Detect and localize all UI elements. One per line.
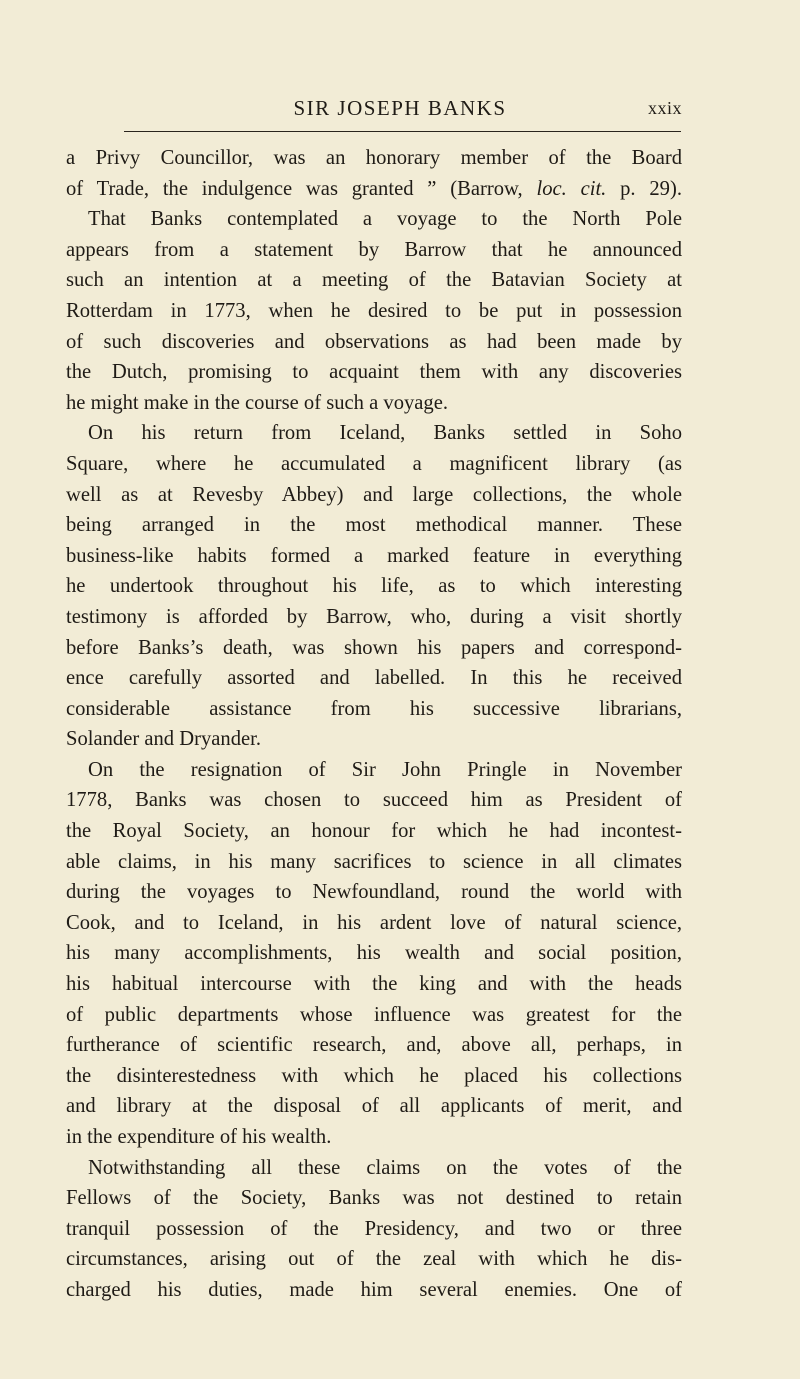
paragraph-end-line: he might make in the course of such a voyage.: [66, 391, 449, 414]
text-line: his many accomplishments, his wealth and social position,: [66, 942, 682, 965]
text-line: circumstances, arising out of the zeal with which he dis-: [66, 1248, 682, 1271]
text-segment: of Trade, the indulgence was granted ” (Barrow,: [66, 177, 537, 200]
text-line: his habitual intercourse with the king and with the heads: [66, 973, 682, 996]
text-line: well as at Revesby Abbey) and large collections, the whole: [66, 483, 682, 506]
text-line: able claims, in his many sacrifices to science in all climates: [66, 850, 682, 873]
text-line: tranquil possession of the Presidency, and two or three: [66, 1217, 682, 1240]
text-line: such an intention at a meeting of the Batavian Society at: [66, 269, 682, 292]
text-line: before Banks’s death, was shown his papers and correspond-: [66, 636, 682, 659]
body-text: [66, 143, 682, 1306]
text-line: Rotterdam in 1773, when he desired to be put in possession: [66, 299, 682, 322]
text-line: testimony is afforded by Barrow, who, during a visit shortly: [66, 605, 682, 628]
text-line: Cook, and to Iceland, in his ardent love of natural science,: [66, 911, 682, 934]
text-line-with-citation: [66, 174, 682, 205]
paragraph-start-line: On his return from Iceland, Banks settled in Soho: [88, 422, 682, 445]
text-line: he undertook throughout his life, as to which interesting: [66, 575, 682, 598]
italic-citation: loc. cit.: [536, 177, 607, 200]
text-line: the disinterestedness with which he placed his collections: [66, 1064, 682, 1087]
text-line: Fellows of the Society, Banks was not destined to retain: [66, 1187, 682, 1210]
page-number: xxix: [647, 98, 682, 118]
text-line: a Privy Councillor, was an honorary member of the Board: [66, 147, 682, 169]
header-rule: [124, 131, 681, 132]
paragraph-end-line: in the expenditure of his wealth.: [66, 1126, 332, 1148]
text-line: ence carefully assorted and labelled. In this he received: [66, 667, 682, 690]
text-line: and library at the disposal of all applicants of merit, and: [66, 1095, 682, 1118]
paragraph-end-line: Solander and Dryander.: [66, 728, 262, 751]
text-line: the Dutch, promising to acquaint them with any discoveries: [66, 361, 682, 384]
paragraph-start-line: Notwithstanding all these claims on the votes of the: [88, 1156, 682, 1179]
text-line: charged his duties, made him several enemies. One of: [66, 1278, 682, 1301]
text-line: Square, where he accumulated a magnificent library (as: [66, 452, 682, 475]
text-line: of public departments whose influence was greatest for the: [66, 1003, 682, 1026]
text-line: business-like habits formed a marked feature in everything: [66, 544, 682, 567]
text-segment: p. 29).: [606, 177, 682, 200]
text-line: furtherance of scientific research, and, above all, perhaps, in: [66, 1034, 682, 1057]
text-line: considerable assistance from his successive librarians,: [66, 697, 682, 720]
text-line: 1778, Banks was chosen to succeed him as President of: [66, 789, 682, 812]
text-line: during the voyages to Newfoundland, round the world with: [66, 881, 682, 904]
running-head: [0, 96, 800, 124]
text-line: the Royal Society, an honour for which he had incontest-: [66, 820, 682, 843]
text-line: of such discoveries and observations as had been made by: [66, 330, 682, 353]
text-line: appears from a statement by Barrow that he announced: [66, 238, 682, 261]
text-line: being arranged in the most methodical manner. These: [66, 514, 682, 537]
paragraph-start-line: On the resignation of Sir John Pringle in November: [88, 758, 682, 781]
running-title: SIR JOSEPH BANKS: [293, 96, 507, 120]
paragraph-start-line: That Banks contemplated a voyage to the North Pole: [88, 208, 682, 231]
